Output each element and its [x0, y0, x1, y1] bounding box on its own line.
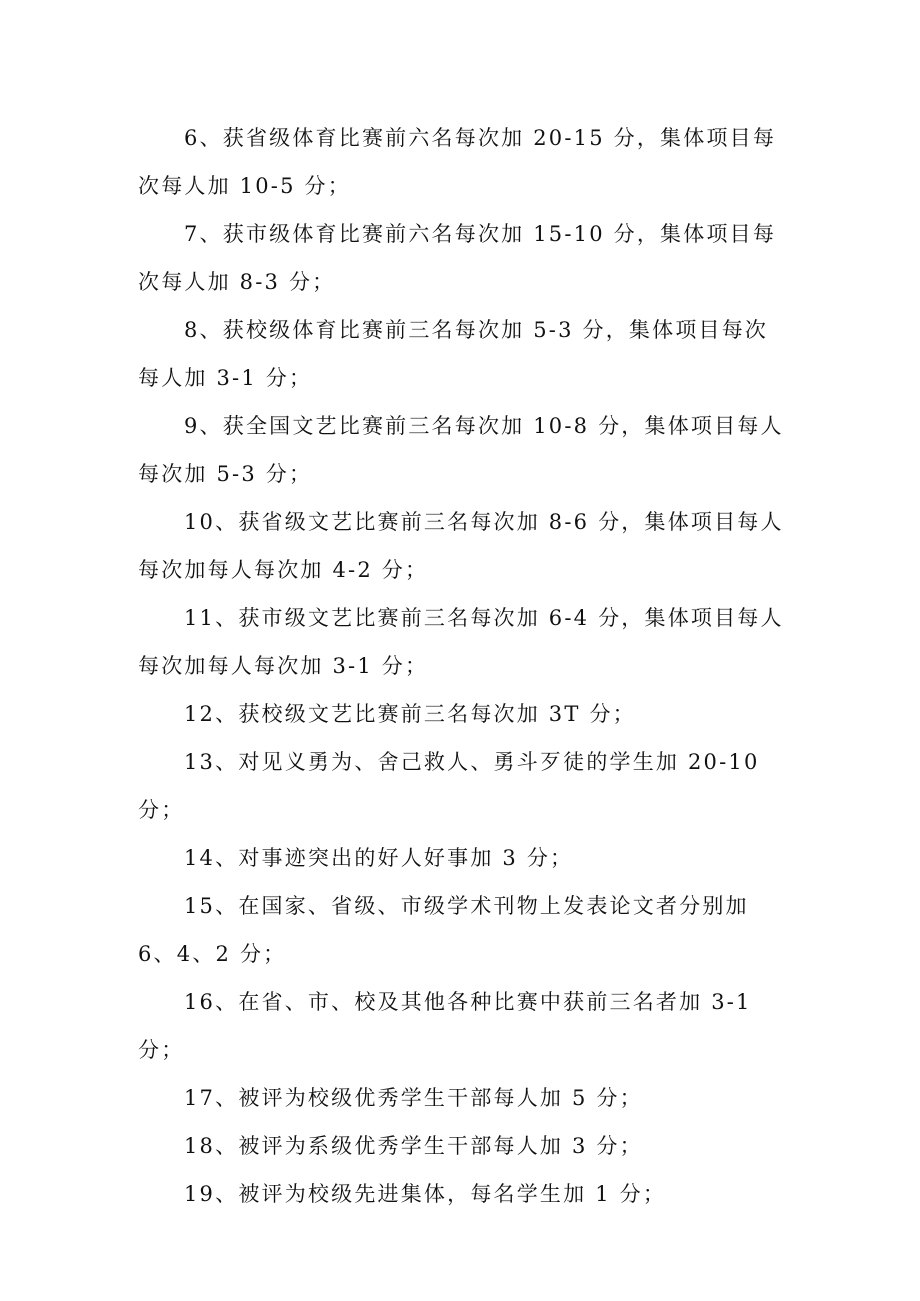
paragraph-item-10: 10、获省级文艺比赛前三名每次加 8-6 分，集体项目每人每次加每人每次加 4-2 分；: [138, 510, 784, 582]
paragraph-item-9: 9、获全国文艺比赛前三名每次加 10-8 分，集体项目每人每次加 5-3 分；: [138, 414, 784, 486]
paragraph-item-7: 7、获市级体育比赛前六名每次加 15-10 分，集体项目每次每人加 8-3 分；: [138, 222, 777, 294]
paragraph-item-13: 13、对见义勇为、舍己救人、勇斗歹徒的学生加 20-10 分；: [138, 750, 760, 822]
paragraph-item-16: 16、在省、市、校及其他各种比赛中获前三名者加 3-1 分；: [138, 990, 752, 1062]
paragraph-item-11: 11、获市级文艺比赛前三名每次加 6-4 分，集体项目每人每次加每人每次加 3-1 分；: [138, 606, 784, 678]
paragraph-item-18: 18、被评为系级优秀学生干部每人加 3 分；: [184, 1134, 643, 1158]
paragraph-item-19: 19、被评为校级先进集体，每名学生加 1 分；: [184, 1182, 667, 1206]
paragraph-item-12: 12、获校级文艺比赛前三名每次加 3T 分；: [184, 702, 636, 726]
paragraph-item-6: 6、获省级体育比赛前六名每次加 20-15 分，集体项目每次每人加 10-5 分；: [138, 126, 777, 198]
paragraph-item-8: 8、获校级体育比赛前三名每次加 5-3 分，集体项目每次每人加 3-1 分；: [138, 318, 769, 390]
paragraph-item-14: 14、对事迹突出的好人好事加 3 分；: [184, 846, 574, 870]
paragraph-item-15: 15、在国家、省级、市级学术刊物上发表论文者分别加 6、4、2 分；: [138, 894, 749, 966]
document-body: [138, 114, 788, 1218]
paragraph-item-17: 17、被评为校级优秀学生干部每人加 5 分；: [184, 1086, 643, 1110]
